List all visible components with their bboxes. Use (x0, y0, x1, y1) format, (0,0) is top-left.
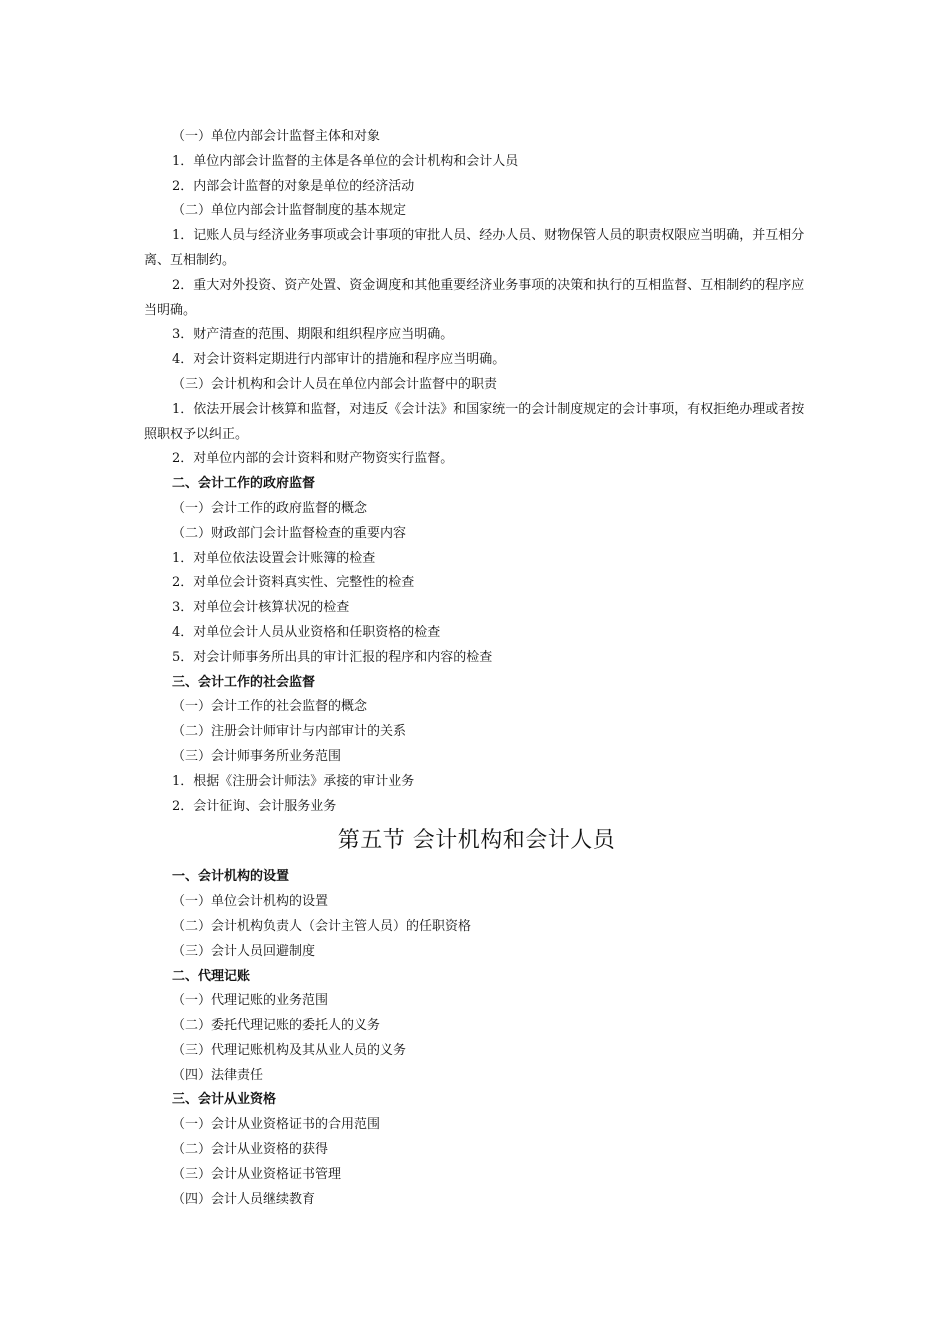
list-item: 3．财产清查的范围、期限和组织程序应当明确。 (172, 327, 454, 343)
subheading: （一）会计工作的政府监督的概念 (172, 500, 368, 516)
list-item: 2．对单位内部的会计资料和财产物资实行监督。 (172, 451, 454, 467)
section-title: 第五节 会计机构和会计人员 (337, 828, 616, 854)
list-item: 4．对会计资料定期进行内部审计的措施和程序应当明确。 (172, 352, 506, 368)
list-item: 4．对单位会计人员从业资格和任职资格的检查 (172, 624, 441, 640)
list-item: 2．内部会计监督的对象是单位的经济活动 (172, 178, 415, 194)
subheading: （二）会计机构负责人（会计主管人员）的任职资格 (172, 918, 472, 934)
subheading: （三）会计从业资格证书管理 (172, 1166, 342, 1182)
subheading: （二）财政部门会计监督检查的重要内容 (172, 525, 407, 541)
subheading: （二）会计从业资格的获得 (172, 1142, 329, 1158)
paragraph: 1．依法开展会计核算和监督，对违反《会计法》和国家统一的会计制度规定的会计事项，有权拒绝办理或者按照职权予以纠正。 (144, 401, 805, 442)
subheading: （三）会计机构和会计人员在单位内部会计监督中的职责 (172, 376, 498, 392)
subheading: （一）会计从业资格证书的合用范围 (172, 1117, 381, 1133)
heading-accounting-qualification: 三、会计从业资格 (172, 1092, 277, 1108)
subheading: （三）会计人员回避制度 (172, 943, 316, 959)
subheading: （一）单位会计机构的设置 (172, 894, 329, 910)
subheading: （二）单位内部会计监督制度的基本规定 (172, 203, 407, 219)
list-item: 3．对单位会计核算状况的检查 (172, 600, 350, 616)
list-item: 1．对单位依法设置会计账簿的检查 (172, 550, 376, 566)
heading-government-supervision: 二、会计工作的政府监督 (172, 476, 316, 492)
subheading: （一）单位内部会计监督主体和对象 (172, 129, 381, 144)
subheading: （一）代理记账的业务范围 (172, 993, 329, 1009)
heading-accounting-organization: 一、会计机构的设置 (172, 869, 290, 885)
subheading: （二）委托代理记账的委托人的义务 (172, 1018, 381, 1034)
subheading: （二）注册会计师审计与内部审计的关系 (172, 724, 407, 740)
paragraph: 2．重大对外投资、资产处置、资金调度和其他重要经济业务事项的决策和执行的互相监督、互相制约的程序应当明确。 (144, 277, 805, 318)
list-item: 2．会计征询、会计服务业务 (172, 798, 337, 814)
list-item: 2．对单位会计资料真实性、完整性的检查 (172, 575, 415, 591)
list-item: 5．对会计师事务所出具的审计汇报的程序和内容的检查 (172, 649, 493, 665)
subheading: （三）会计师事务所业务范围 (172, 748, 342, 764)
subheading: （四）法律责任 (172, 1067, 264, 1083)
paragraph: 1．记账人员与经济业务事项或会计事项的审批人员、经办人员、财物保管人员的职责权限应当明确，并互相分离、互相制约。 (144, 228, 805, 268)
heading-social-supervision: 三、会计工作的社会监督 (172, 674, 316, 690)
heading-agency-bookkeeping: 二、代理记账 (172, 968, 251, 984)
subheading: （一）会计工作的社会监督的概念 (172, 699, 368, 715)
document-body (144, 125, 809, 1212)
list-item: 1．单位内部会计监督的主体是各单位的会计机构和会计人员 (172, 153, 519, 169)
subheading: （四）会计人员继续教育 (172, 1191, 316, 1207)
subheading: （三）代理记账机构及其从业人员的义务 (172, 1042, 407, 1058)
list-item: 1．根据《注册会计师法》承接的审计业务 (172, 773, 415, 789)
